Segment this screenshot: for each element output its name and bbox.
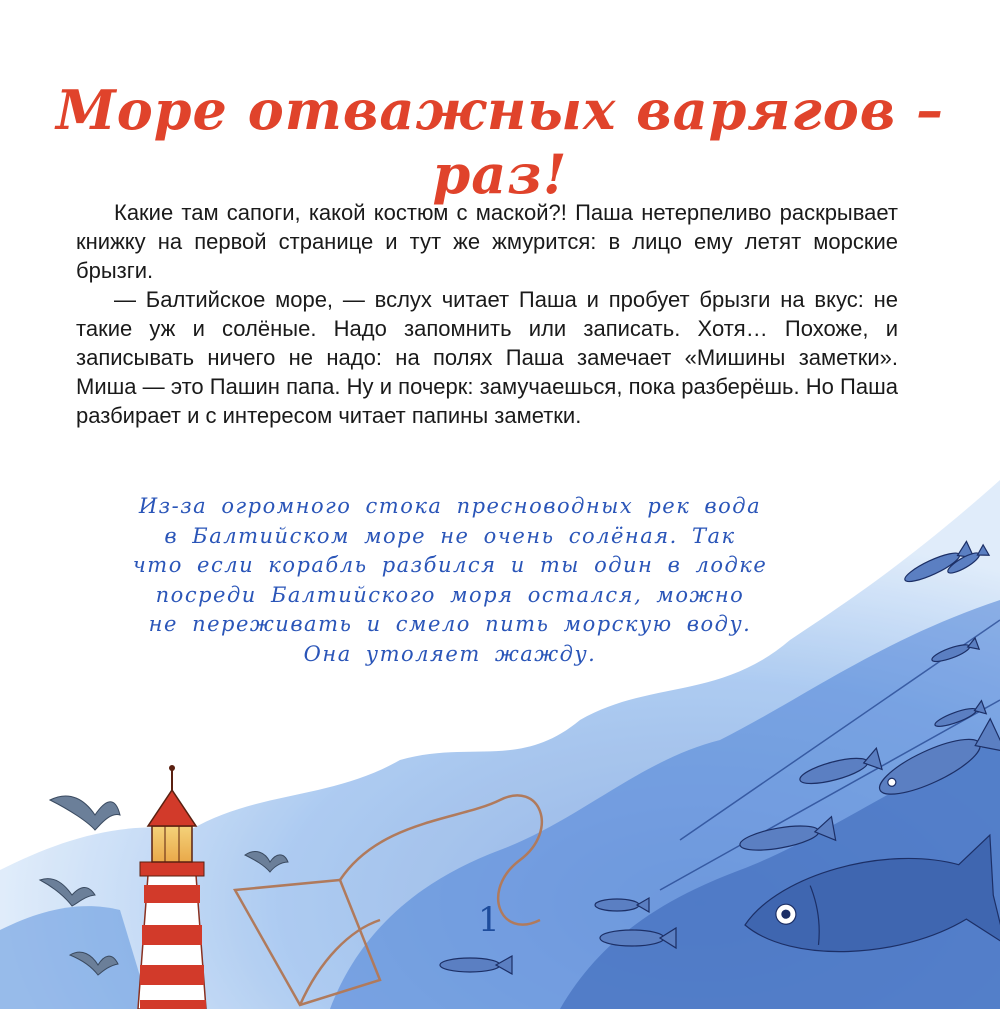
note-line: не переживать и смело пить морскую воду.	[148, 612, 752, 636]
note-line: в Балтийском море не очень солёная. Так	[164, 523, 736, 548]
note-line: Из-за огромного стока пресноводных рек вода	[138, 494, 762, 518]
page-title: Море отважных варягов – раз!	[56, 78, 944, 206]
note-line: посреди Балтийского моря остался, можно	[155, 582, 745, 607]
paragraph: Какие там сапоги, какой костюм с маской?! Паша нетерпеливо раскрывает книжку на первой странице и тут же жмурится: в лицо ему летят морские брызги.	[76, 200, 898, 283]
note-line: что если корабль разбился и ты один в лодке	[132, 553, 768, 577]
paragraph: — Балтийское море, — вслух читает Паша и пробует брызги на вкус: не такие уж и солёные. Надо запомнить или записать. Хотя… Похоже, и записывать ничего не надо: на полях Паша замечает «Мишины заметки». Миша — это Пашин папа. Ну и почерк: замучаешься, пока разберёшь. Но Паша разбирает и с интересом читает папины заметки.	[76, 287, 898, 428]
page-number: 1	[478, 900, 500, 940]
lighthouse-illustration	[138, 765, 206, 1009]
story-text	[76, 198, 898, 430]
note-line: Она утоляет жажду.	[303, 641, 597, 666]
handwritten-note	[100, 492, 800, 669]
